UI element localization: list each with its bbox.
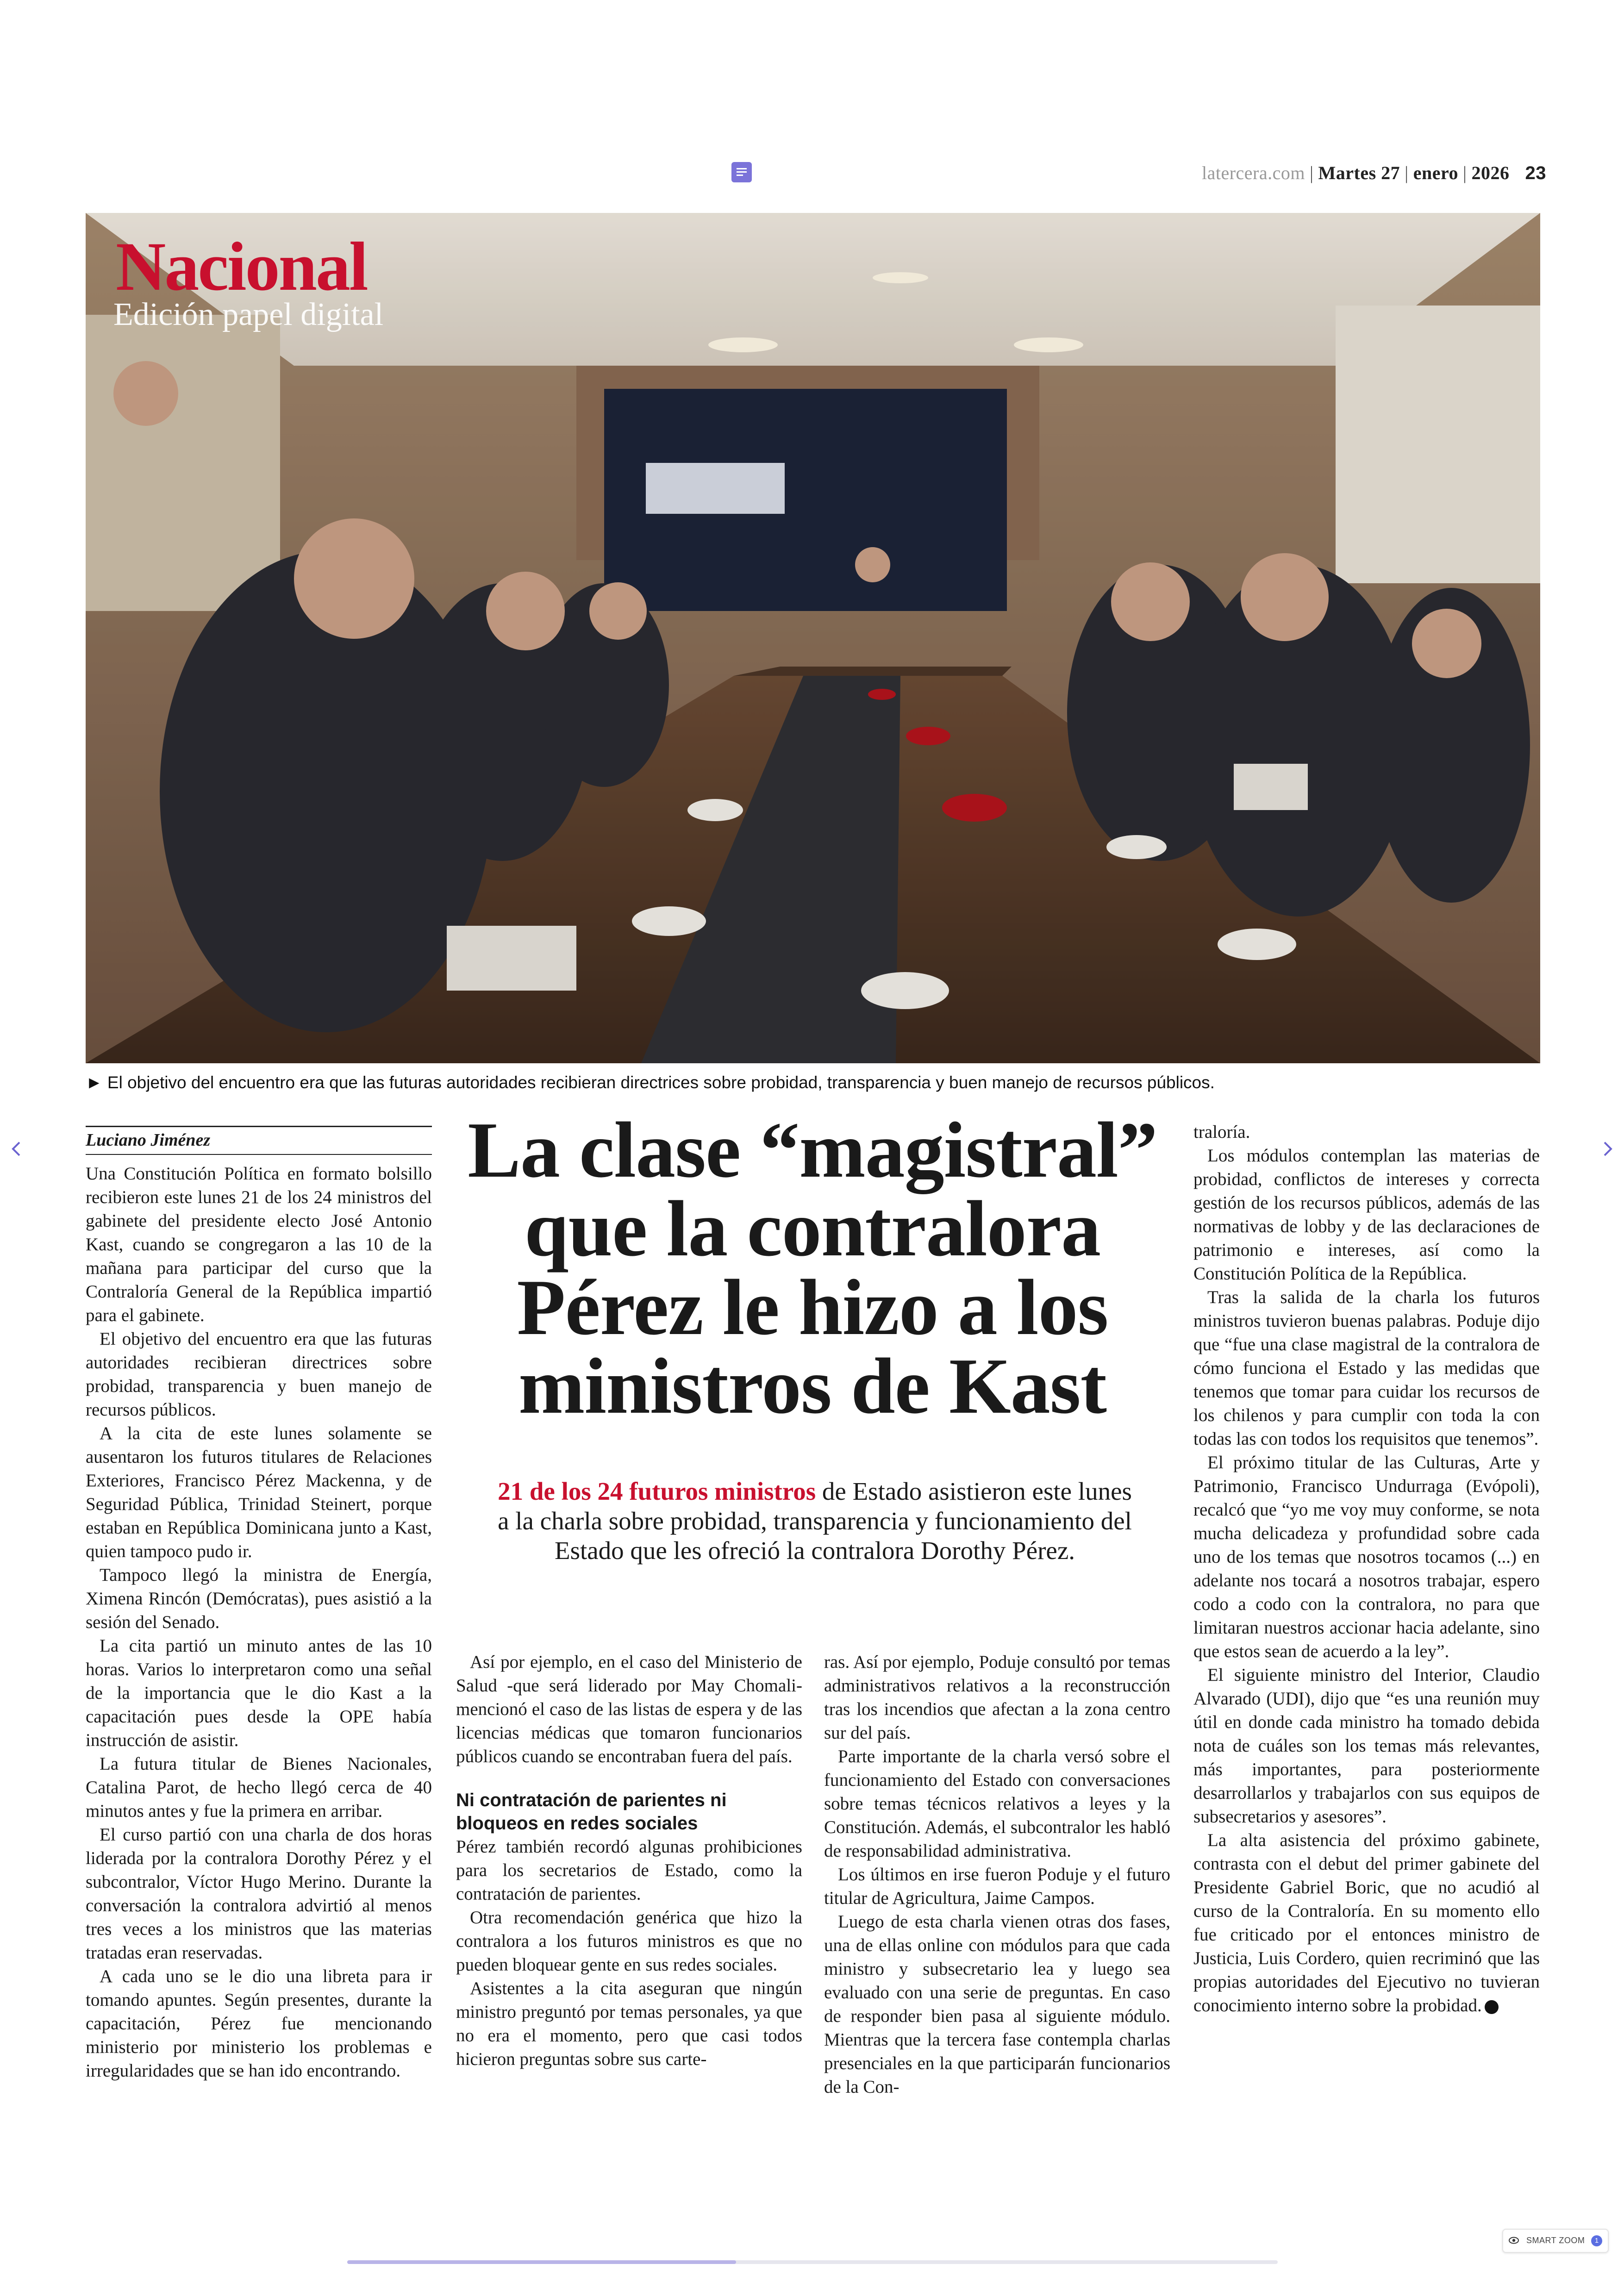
site-name: latercera.com — [1201, 162, 1305, 183]
paragraph: Así por ejemplo, en el caso del Ministerio de Salud -que será liderado por May Chomali- mencionó el caso de las listas de espera y de las licencias médicas que tomaron funcionarios públicos cuando se encontraban fuera del país. — [456, 1652, 802, 1766]
header-year: 2026 — [1471, 162, 1510, 183]
page-number: 23 — [1525, 163, 1546, 183]
notes-icon[interactable] — [731, 162, 752, 182]
paragraph: La cita partió un minuto antes de las 10 horas. Varios lo interpretaron como una señal de la importancia que le dio Kast a la capacitación pues desde la OPE había instrucción de asistir. — [86, 1636, 432, 1750]
paragraph: Tras la salida de la charla los futuros ministros tuvieron buenas palabras. Poduje dijo que “fue una clase magistral de la contralora de cómo funciona el Estado y las medidas que tenemos que tomar para cuidar los recursos de los chilenos y para cumplir con toda la con todas las con todos los requisitos que tenemos”. — [1193, 1287, 1540, 1449]
paragraph: ras. Así por ejemplo, Poduje consultó por temas administrativos relativos a la reconstrucción tras los incendios que afectan a la zona centro sur del país. — [824, 1652, 1170, 1743]
article-column-1 — [86, 1162, 432, 2083]
article-deck — [491, 1477, 1139, 1565]
smart-zoom-label: SMART ZOOM — [1526, 2236, 1585, 2245]
paragraph: Pérez también recordó algunas prohibiciones para los secretarios de Estado, como la contratación de parientes. — [456, 1837, 802, 1904]
paragraph: Tampoco llegó la ministra de Energía, Ximena Rincón (Demócratas), pues asistió a la sesión del Senado. — [86, 1565, 432, 1632]
page-scrollbar-thumb[interactable] — [347, 2260, 736, 2264]
paragraph: El próximo titular de las Culturas, Arte y Patrimonio, Francisco Undurraga (Evópoli), recalcó que “yo me voy muy conforme, se nota mucha delicadeza y profundidad sobre cada uno de los temas que nosotros tocamos (...) en adelante nos tocará a nosotros trabajar, espero codo a codo con la contralora, no para que limitaran nuestros accionar hacia adelante, sino que estos sean de acuerdo a la ley”. — [1193, 1453, 1540, 1661]
paragraph: Asistentes a la cita aseguran que ningún ministro preguntó por temas personales, ya que no era el momento, pero que casi todos hicieron preguntas sobre sus carte- — [456, 1978, 802, 2069]
deck-text: de Estado asistieron este lunes a la charla sobre probidad, transparencia y funcionamiento del Estado que les ofreció la contralora Dorothy Pérez. — [498, 1477, 1132, 1565]
edition-label: Edición papel digital — [113, 297, 384, 332]
paragraph: Otra recomendación genérica que hizo la contralora a los futuros ministros es que no pueden bloquear gente en sus redes sociales. — [456, 1908, 802, 1975]
article-column-3 — [824, 1650, 1170, 2099]
article-subhead: Ni contratación de parientes ni bloqueos en redes sociales — [456, 1790, 727, 1834]
smart-zoom-button[interactable] — [1502, 2229, 1609, 2253]
article-headline: La clase “magistral” que la contralora Pérez le hizo a los ministros de Kast — [468, 1106, 1157, 1430]
author-byline: Luciano Jiménez — [86, 1126, 432, 1155]
paragraph: El curso partió con una charla de dos horas liderada por la contralora Dorothy Pérez y el subcontralor, Víctor Hugo Merino. Durante la conversación la contralora advirtió al menos tres veces a los ministros que las materias tratadas eran reservadas. — [86, 1825, 432, 1963]
paragraph: Parte importante de la charla versó sobre el funcionamiento del Estado con conversaciones sobre temas técnicos relativos a leyes y la Constitución. Además, el subcontralor les habló de responsabilidad administrativa. — [824, 1746, 1170, 1861]
paragraph: A cada uno se le dio una libreta para ir tomando apuntes. Según presentes, durante la capacitación, Pérez fue mencionando ministerio por ministerio los problemas e irregularidades que se han ido encontrando. — [86, 1966, 432, 2081]
paragraph: Luego de esta charla vienen otras dos fases, una de ellas online con módulos para que cada ministro y subsecretario lea y luego sea evaluado con una serie de preguntas. En caso de responder bien pasa al siguiente módulo. Mientras que la tercera fase contempla charlas presenciales en la que participarán funcionarios de la Con- — [824, 1912, 1170, 2097]
paragraph: A la cita de este lunes solamente se ausentaron los futuros titulares de Relaciones Exteriores, Francisco Pérez Mackenna, y de Seguridad Pública, Trinidad Steinert, porque estaban en República Dominicana junto a Kast, quien tampoco pudo ir. — [86, 1423, 432, 1561]
paragraph: Los últimos en irse fueron Poduje y el futuro titular de Agricultura, Jaime Campos. — [824, 1865, 1170, 1908]
page-header: latercera.com | Martes 27 | enero | 2026 23 — [1201, 162, 1546, 183]
deck-highlight: 21 de los 24 futuros ministros — [498, 1477, 816, 1505]
header-day: Martes 27 — [1318, 162, 1400, 183]
paragraph: La alta asistencia del próximo gabinete, contrasta con el debut del primer gabinete del Presidente Gabriel Boric, que no acudió al curso de la Contraloría. En su momento ello fue criticado por el entonces ministro de Justicia, Luis Cordero, quien recriminó que las propias autoridades del Ejecutivo no tuvieran conocimiento interno sobre la probidad. — [1193, 1830, 1540, 2015]
paragraph: traloría. — [1193, 1122, 1250, 1142]
paragraph: La futura titular de Bienes Nacionales, Catalina Parot, de hecho llegó cerca de 40 minutos antes y fue la primera en arribar. — [86, 1754, 432, 1821]
article-column-2 — [456, 1650, 802, 2071]
next-page-arrow-icon[interactable] — [1597, 1139, 1618, 1159]
article-photo — [86, 213, 1540, 1063]
eye-icon — [1509, 2237, 1519, 2244]
paragraph: El objetivo del encuentro era que las futuras autoridades recibieran directrices sobre probidad, transparencia y buen manejo de recursos públicos. — [86, 1329, 432, 1420]
article-column-4 — [1193, 1120, 1540, 2017]
end-of-article-icon — [1485, 2000, 1499, 2014]
previous-page-arrow-icon[interactable] — [6, 1139, 27, 1159]
meeting-room-illustration — [86, 213, 1540, 1063]
photo-caption: ► El objetivo del encuentro era que las futuras autoridades recibieran directrices sobre probidad, transparencia y buen manejo de recursos públicos. — [86, 1073, 1215, 1092]
paragraph: El siguiente ministro del Interior, Claudio Alvarado (UDI), dijo que “es una reunión muy útil en donde cada ministro ha tomado debida nota de cuáles son los temas más relevantes, más importantes, para posteriormente desarrollarlos y trabajarlos con sus equipos de subsecretarios y asesores”. — [1193, 1665, 1540, 1827]
header-month: enero — [1413, 162, 1458, 183]
section-title: Nacional — [116, 228, 367, 305]
paragraph: Una Constitución Política en formato bolsillo recibieron este lunes 21 de los 24 ministros del gabinete del presidente electo José Antonio Kast, cuando se congregaron a las 10 de la mañana para participar del curso que la Contraloría General de la República impartió para el gabinete. — [86, 1164, 432, 1325]
smart-zoom-badge: 1 — [1591, 2235, 1602, 2246]
paragraph: Los módulos contemplan las materias de probidad, conflictos de intereses y correcta gestión de los recursos públicos, además de las normativas de lobby y de las declaraciones de patrimonio e intereses, así como la Constitución Política de la República. — [1193, 1146, 1540, 1284]
